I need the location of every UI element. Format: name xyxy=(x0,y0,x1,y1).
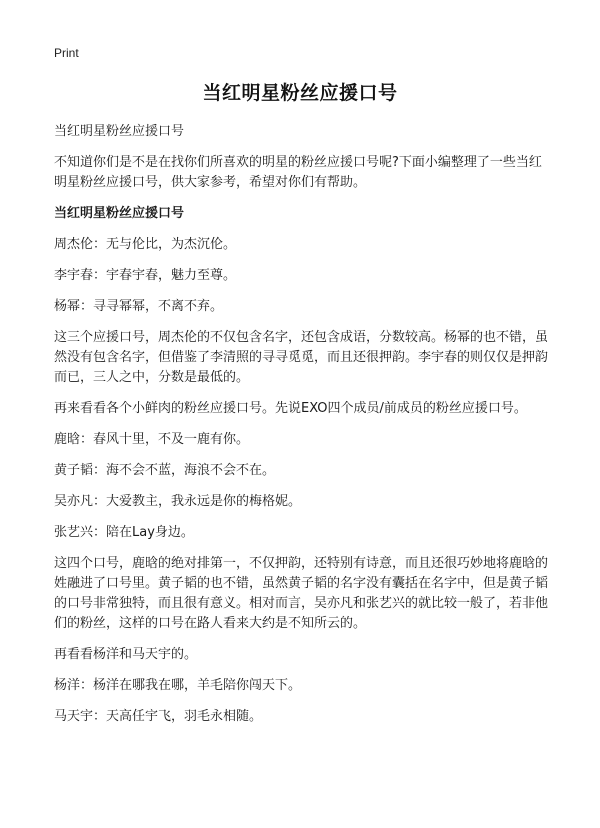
article-body xyxy=(54,122,550,738)
slogan-item: 黄子韬：海不会不蓝，海浪不会不在。 xyxy=(54,463,276,478)
slogan-item: 吴亦凡：大爱教主，我永远是你的梅格妮。 xyxy=(54,494,302,509)
slogan-item: 马天宇：天高任宇飞，羽毛永相随。 xyxy=(54,709,263,724)
print-link[interactable]: Print xyxy=(54,46,79,60)
analysis-paragraph: 这三个应援口号，周杰伦的不仅包含名字，还包含成语，分数较高。杨幂的也不错，虽然没有包含名字，但借鉴了李清照的寻寻觅觅，而且还很押韵。李宇春的则仅仅是押韵而已，三人之中，分数是最低的。 xyxy=(54,330,549,385)
slogan-item: 张艺兴：陪在Lay身边。 xyxy=(54,525,194,540)
intro-paragraph: 不知道你们是不是在找你们所喜欢的明星的粉丝应援口号呢?下面小编整理了一些当红明星粉丝应援口号，供大家参考，希望对你们有帮助。 xyxy=(54,155,542,190)
transition-paragraph: 再看看杨洋和马天宇的。 xyxy=(54,647,198,662)
analysis-paragraph: 这四个口号，鹿晗的绝对排第一，不仅押韵，还特别有诗意，而且还很巧妙地将鹿晗的姓融进了口号里。黄子韬的也不错，虽然黄子韬的名字没有囊括在名字中，但是黄子韬的口号非常独特，而且很有意义。相对而言，吴亦凡和张艺兴的就比较一般了，若非他们的粉丝，这样的口号在路人看来大约是不知所云的。 xyxy=(54,556,549,631)
transition-paragraph: 再来看看各个小鲜肉的粉丝应援口号。先说EXO四个成员/前成员的粉丝应援口号。 xyxy=(54,401,527,416)
slogan-item: 李宇春：宇春宇春，魅力至尊。 xyxy=(54,268,237,283)
article-subtitle: 当红明星粉丝应援口号 xyxy=(54,124,185,139)
slogan-item: 鹿晗：春风十里，不及一鹿有你。 xyxy=(54,432,250,447)
section-heading: 当红明星粉丝应援口号 xyxy=(54,206,185,221)
slogan-item: 杨幂：寻寻幂幂，不离不弃。 xyxy=(54,299,224,314)
page-title: 当红明星粉丝应援口号 xyxy=(202,82,398,104)
slogan-item: 周杰伦：无与伦比，为杰沉伦。 xyxy=(54,237,237,252)
slogan-item: 杨洋：杨洋在哪我在哪，羊毛陪你闯天下。 xyxy=(54,678,302,693)
